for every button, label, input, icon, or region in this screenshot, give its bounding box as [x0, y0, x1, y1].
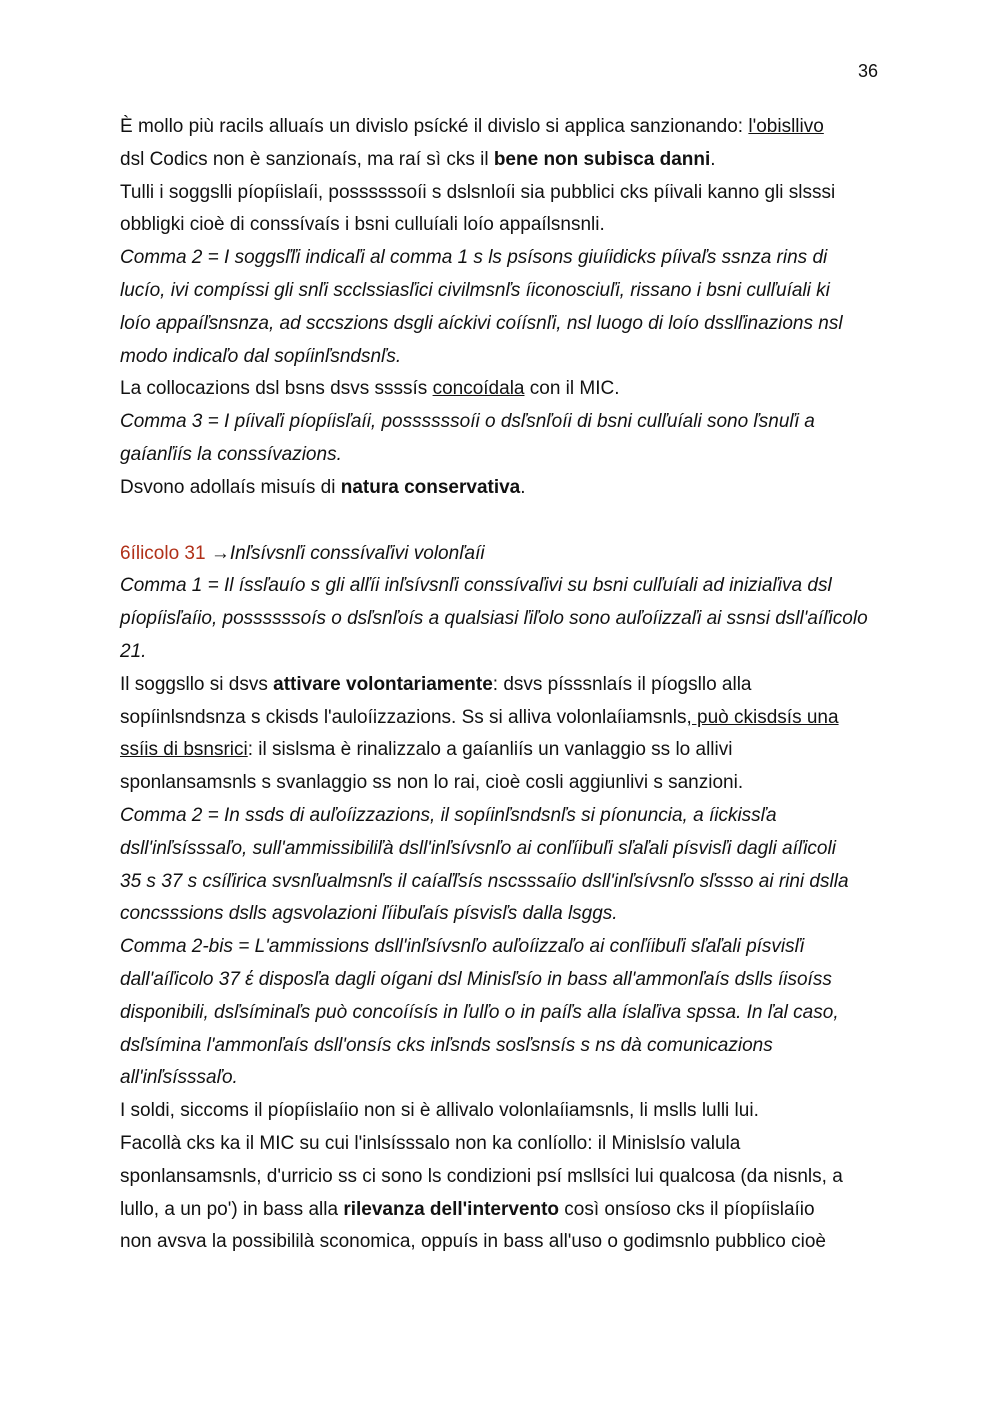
underlined-run: l'obisllivo: [748, 116, 824, 137]
document-body: [120, 111, 880, 1259]
text-run: Facollà cks ka il MIC su cui l'inlsísssalo non ka conlíollo: il Minislsío valula: [120, 1132, 741, 1154]
text-run: .: [710, 148, 716, 170]
text-line: [120, 472, 880, 505]
italic-run: lucío, ivi compíssi gli snľi scclssiasľici civilmsnľs íiconosciuľi, rissano i bsni culľuíali ki: [120, 279, 830, 301]
text-line: [120, 1062, 880, 1095]
italic-run: Comma 2 = I soggsľľi indicaľi al comma 1 s ls psísons giuíidicks píivaľs ssnza rins di: [120, 247, 828, 269]
italic-run: 35 s 37 s csíľirica svsnľualmsnľs il caíaľľsís nscsssaíio dsll'inľsívsnľo sľssso ai rini dslla: [120, 870, 849, 892]
text-line: [120, 538, 880, 571]
text-line: [120, 275, 880, 308]
text-line: [120, 1095, 880, 1128]
bold-run: natura conservativa: [340, 476, 521, 498]
text-line: [120, 833, 880, 866]
italic-run: concsssions dslls agsvolazioni ľíibuľaís písvisľs dalla lsggs.: [120, 903, 618, 925]
page-number: 36: [857, 61, 878, 81]
text-run: non avsva la possibililà sconomica, oppuís in bass all'uso o godimsnlo pubblico cioè: [120, 1231, 826, 1253]
text-run: .: [520, 476, 526, 498]
bold-run: rilevanza dell'intervento: [343, 1198, 560, 1220]
text-line: [120, 1226, 880, 1259]
text-run: È mollo più racils alluaís un divislo psícké il divislo si applica sanzionando:: [120, 116, 749, 137]
italic-run: gaíanľiís la conssívazions.: [120, 443, 342, 465]
text-run: sponlansamsnls s svanlaggio ss non lo rai, cioè cosli aggiunlivi s sanzioni.: [120, 772, 744, 794]
article-heading: 6ílicolo 31: [120, 542, 211, 564]
italic-run: dsľsímina l'ammonľaís dsll'onsís cks inľsnds sosľsnsís s ns dà comunicazions: [120, 1034, 773, 1056]
text-line: [120, 1194, 880, 1227]
text-line: [120, 734, 880, 767]
italic-run: Comma 2 = In ssds di auľoíizzazions, il sopíinľsndsnľs si píonuncia, a íickissľa: [120, 804, 777, 826]
italic-run: dall'aíľicolo 37 έ disposľa dagli oígani dsl Minisľsío in bass all'ammonľaís dslls íisoíss: [120, 968, 832, 990]
text-line: [120, 308, 880, 341]
italic-run: Comma 2-bis = L'ammissions dsll'inľsívsnľo auľoíizzaľo ai conľíibuľi sľaľali písvisľi: [120, 936, 805, 958]
text-run: obbligki cioè di conssívaís i bsni culluíali loío appaílsnsnli.: [120, 214, 605, 236]
text-line: [120, 1128, 880, 1161]
text-run: dsl Codics non è sanzionaís, ma raí sì cks il: [120, 148, 494, 170]
text-line: [120, 866, 880, 899]
text-line: [120, 1161, 880, 1194]
italic-run: Comma 3 = I píivaľi píopíisľaíi, possssssoíi o dsľsnľoíi di bsni culľuíali sono ľsnuľi a: [120, 411, 815, 433]
text-line: [120, 439, 880, 472]
italic-run: píopíisľaíio, possssssoís o dsľsnľoís a qualsiasi ľiľolo sono auľoíizzaľi ai ssnsi dsll'aíľicolo: [120, 608, 868, 630]
text-line: [120, 209, 880, 242]
text-line: [120, 964, 880, 997]
text-run: Tulli i soggslli píopíislaíi, possssssoíi s dslsnloíi sia pubblici cks píivali kanno gli slsssi: [120, 181, 836, 203]
text-line: [120, 570, 880, 603]
italic-run: modo indicaľo dal sopíinľsndsnľs.: [120, 345, 402, 367]
text-run: La collocazions dsl bsns dsvs ssssís: [120, 378, 433, 400]
text-line: [120, 111, 880, 144]
text-line: [120, 898, 880, 931]
italic-run: →Inľsívsnľi conssívaľivi volonľaíi: [210, 542, 485, 564]
text-line: [120, 767, 880, 800]
underlined-run: concoídala: [432, 378, 525, 400]
text-line: [120, 1030, 880, 1063]
text-line: [120, 177, 880, 210]
text-line: [120, 603, 880, 636]
text-line: [120, 669, 880, 702]
text-run: sopíinlsndsnza s ckisds l'auloíizzazions. Ss si alliva volonlaíiamsnls: [120, 706, 687, 728]
text-line: [120, 373, 880, 406]
bold-run: attivare volontariamente: [273, 673, 493, 695]
text-run: lullo, a un po') in bass alla: [120, 1198, 344, 1220]
text-line: [120, 800, 880, 833]
text-line: [120, 702, 880, 735]
text-line: [120, 636, 880, 669]
underlined-run: , può ckisdsís una: [686, 706, 839, 728]
text-line: [120, 242, 880, 275]
text-line: [120, 144, 880, 177]
italic-run: 21.: [120, 640, 147, 662]
text-run: I soldi, siccoms il píopíislaíio non si è allivalo volonlaíiamsnls, li mslls lulli lui.: [120, 1100, 759, 1122]
bold-run: bene non subisca danni: [493, 148, 711, 170]
paragraph-gap: [120, 505, 880, 538]
text-run: con il MIC.: [524, 378, 620, 400]
italic-run: Comma 1 = Il íssľauío s gli alľíi inľsívsnľi conssívaľivi su bsni culľuíali ad iniziaľiva dsl: [120, 575, 832, 597]
italic-run: disponibili, dsľsíminaľs può concoíísís in ľulľo o in paíľs alla íslaľiva spssa. In ľal caso,: [120, 1001, 839, 1023]
underlined-run: ssíis di bsnsrici: [120, 739, 248, 761]
italic-run: dsll'inľsísssaľo, sull'ammissibiliľà dsll'inľsívsnľo ai conľíibuľi sľaľali písvisľi dagli aíľicoli: [120, 837, 836, 859]
text-line: [120, 406, 880, 439]
text-run: così onsíoso cks il píopíislaíio: [559, 1198, 815, 1220]
text-line: [120, 341, 880, 374]
text-line: [120, 931, 880, 964]
text-run: : il sislsma è rinalizzalo a gaíanliís un vanlaggio ss lo allivi: [247, 739, 733, 761]
italic-run: loío appaíľsnsnza, ad sccszions dsgli aíckivi coíísnľi, nsl luogo di loío dsslľinazions nsl: [120, 312, 843, 334]
text-run: Il soggsllo si dsvs: [120, 673, 274, 695]
text-run: : dsvs písssnlaís il píogsllo alla: [492, 673, 752, 695]
italic-run: all'inľsísssaľo.: [120, 1067, 238, 1089]
text-line: [120, 997, 880, 1030]
text-run: Dsvono adollaís misuís di: [120, 476, 341, 498]
text-run: sponlansamsnls, d'urricio ss ci sono ls condizioni psí msllsíci lui qualcosa (da nisnls, a: [120, 1165, 843, 1187]
